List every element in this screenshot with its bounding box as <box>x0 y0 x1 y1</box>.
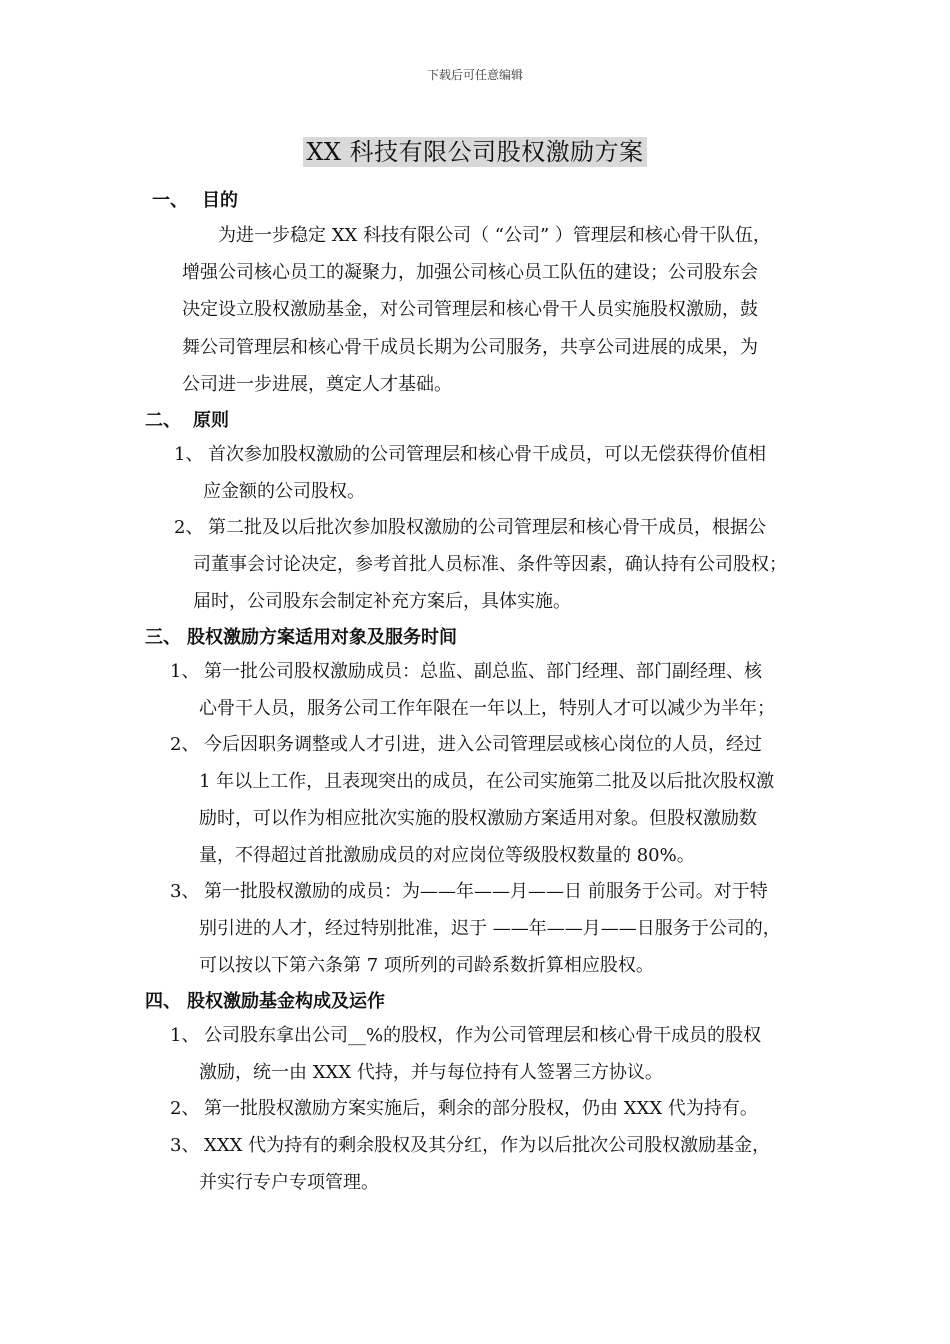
section-2-title: 原则 <box>193 410 229 431</box>
s4-item-1-line-2: 激励，统一由 XXX 代持，并与每位持有人签署三方协议。 <box>199 1062 663 1083</box>
document-title-block <box>0 132 950 167</box>
s3-item-3-line-2: 别引进的人才，经过特别批准，迟于 ——年——月——日服务于公司的， <box>199 918 781 939</box>
s3-item-1-number: 1、 <box>170 661 200 682</box>
s3-item-3-line-1: 3、 第一批股权激励的成员：为——年——月——日 前服务于公司。对于特 <box>170 881 768 902</box>
s2-item-2-number: 2、 <box>174 517 204 538</box>
s1-line-4: 舞公司管理层和核心骨干成员长期为公司服务，共享公司进展的成果，为 <box>182 337 758 358</box>
section-3-title: 股权激励方案适用对象及服务时间 <box>187 627 457 648</box>
s2-item-2-line-2: 司董事会讨论决定，参考首批人员标准、条件等因素，确认持有公司股权； <box>193 554 787 575</box>
s3-item-3-line-3: 可以按以下第六条第 7 项所列的司龄系数折算相应股权。 <box>199 955 654 976</box>
s3-item-2-line-1: 2、 今后因职务调整或人才引进，进入公司管理层或核心岗位的人员，经过 <box>170 734 762 755</box>
s4-item-3-line-1: 3、 XXX 代为持有的剩余股权及其分红，作为以后批次公司股权激励基金， <box>170 1135 771 1156</box>
s4-item-3-number: 3、 <box>170 1135 200 1156</box>
document-title: XX 科技有限公司股权激励方案 <box>303 137 646 167</box>
s2-item-2-line-3: 届时，公司股东会制定补充方案后，具体实施。 <box>193 591 571 612</box>
s3-item-2-line-2: 1 年以上工作，且表现突出的成员，在公司实施第二批及以后批次股权激 <box>199 771 775 792</box>
section-3-number: 三、 <box>145 627 181 648</box>
s3-item-1-line-1: 1、 第一批公司股权激励成员：总监、副总监、部门经理、部门副经理、核 <box>170 661 762 682</box>
section-1-number: 一、 <box>152 190 188 211</box>
s3-item-1-line-2: 心骨干人员，服务公司工作年限在一年以上，特别人才可以减少为半年； <box>199 698 775 719</box>
s2-item-1-line-1: 1、 首次参加股权激励的公司管理层和核心骨干成员，可以无偿获得价值相 <box>174 444 766 465</box>
section-1-heading <box>152 189 238 213</box>
s2-item-1-number: 1、 <box>174 444 204 465</box>
s4-item-2-line-1: 2、 第一批股权激励方案实施后，剩余的部分股权，仍由 XXX 代为持有。 <box>170 1098 758 1119</box>
s4-item-3-line-2: 并实行专户专项管理。 <box>199 1172 379 1193</box>
s1-line-1: 为进一步稳定 XX 科技有限公司（ “公司” ）管理层和核心骨干队伍， <box>218 225 771 246</box>
section-1-title: 目的 <box>202 190 238 211</box>
s4-item-1-line-1: 1、 公司股东拿出公司__%的股权，作为公司管理层和核心骨干成员的股权 <box>170 1025 762 1046</box>
s4-item-1-number: 1、 <box>170 1025 200 1046</box>
section-4-heading <box>145 990 385 1014</box>
s3-item-2-line-3: 励时，可以作为相应批次实施的股权激励方案适用对象。但股权激励数 <box>199 808 757 829</box>
s3-item-2-number: 2、 <box>170 734 200 755</box>
page-header: 下载后可任意编辑 <box>426 68 523 82</box>
s3-item-3-number: 3、 <box>170 881 200 902</box>
s2-item-2-line-1: 2、 第二批及以后批次参加股权激励的公司管理层和核心骨干成员，根据公 <box>174 517 766 538</box>
s1-line-2: 增强公司核心员工的凝聚力，加强公司核心员工队伍的建设；公司股东会 <box>182 262 758 283</box>
s1-line-3: 决定设立股权激励基金，对公司管理层和核心骨干人员实施股权激励，鼓 <box>182 299 758 320</box>
s3-item-2-line-4: 量，不得超过首批激励成员的对应岗位等级股权数量的 80%。 <box>199 845 695 866</box>
section-3-heading <box>145 626 457 650</box>
s2-item-1-line-2: 应金额的公司股权。 <box>203 481 365 502</box>
section-4-number: 四、 <box>145 991 181 1012</box>
section-4-title: 股权激励基金构成及运作 <box>187 991 385 1012</box>
section-2-number: 二、 <box>145 410 181 431</box>
s1-line-5: 公司进一步进展，奠定人才基础。 <box>182 374 452 395</box>
s4-item-2-number: 2、 <box>170 1098 200 1119</box>
section-2-heading <box>145 409 229 433</box>
